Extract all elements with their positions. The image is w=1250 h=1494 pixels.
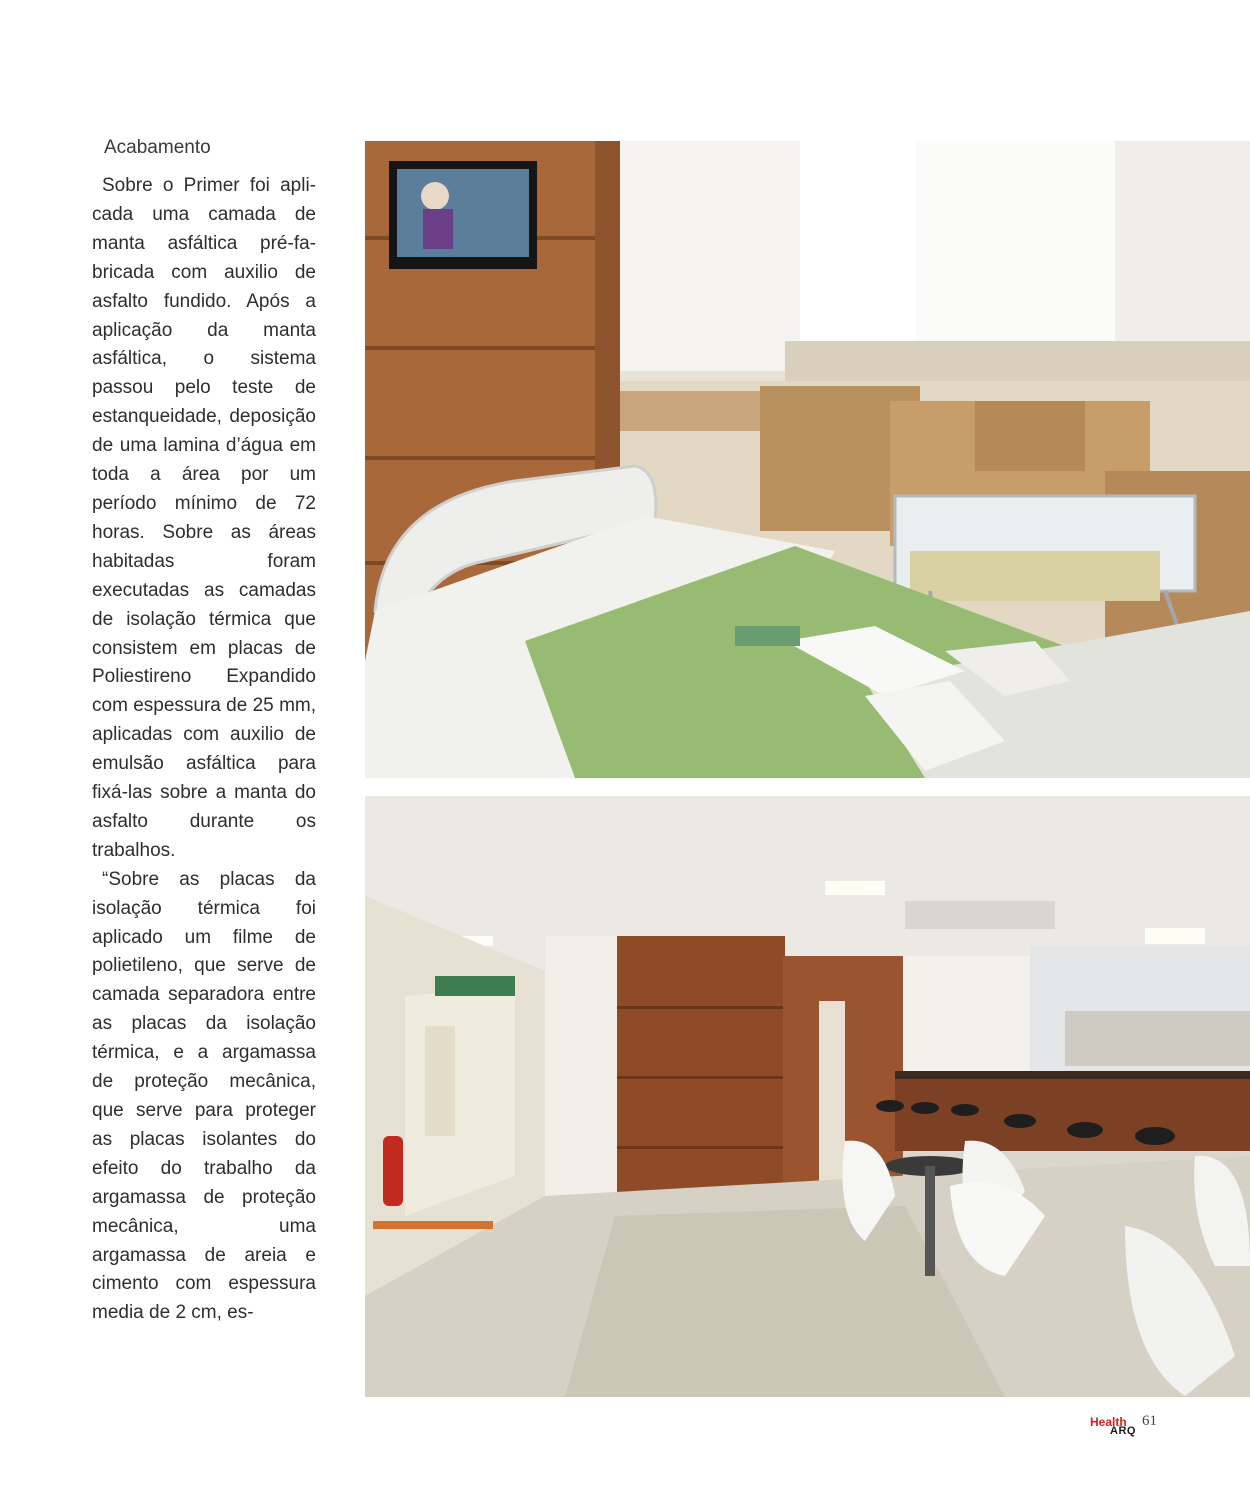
brand-logo-health: Health bbox=[1090, 1415, 1127, 1429]
page-number: 61 bbox=[1142, 1413, 1157, 1429]
lounge-corridor-illustration bbox=[365, 796, 1250, 1397]
hospital-room-illustration bbox=[365, 141, 1250, 778]
body-paragraph-2: “Sobre as placas da isolação térmica foi aplicado um filme de polietileno, que serve de camada separadora entre as placas da isolação térmica, e a argamassa de proteção mecânica, que serve para proteger as placas isolantes do efeito do trabalho da argamassa de proteção mecânica, uma argamassa de areia e cimento com espessura media de 2 cm, es- bbox=[92, 868, 316, 1324]
section-heading: Acabamento bbox=[104, 137, 211, 158]
brand-logo-arq: ARQ bbox=[1110, 1425, 1136, 1437]
photo-hospital-room bbox=[365, 141, 1250, 778]
body-paragraph-1: Sobre o Primer foi aplicada uma camada de manta asfáltica pré-fabricada com auxilio de asfalto fundido. Após a aplicação da manta asfáltica, o sistema passou pelo teste de estanqueidade, deposição de uma lamina d’água em toda a área por um período mínimo de 72 horas. Sobre as áreas habitadas foram executadas as camadas de isolação térmica que consistem em placas de Poliestireno Expandido com espessura de 25 mm, aplicadas com auxilio de emulsão asfáltica para fixá-las sobre a manta do asfalto durante os trabalhos. bbox=[92, 175, 316, 861]
photo-lounge-corridor bbox=[365, 796, 1250, 1397]
page-footer bbox=[1090, 1412, 1170, 1442]
article-column bbox=[92, 134, 316, 1328]
